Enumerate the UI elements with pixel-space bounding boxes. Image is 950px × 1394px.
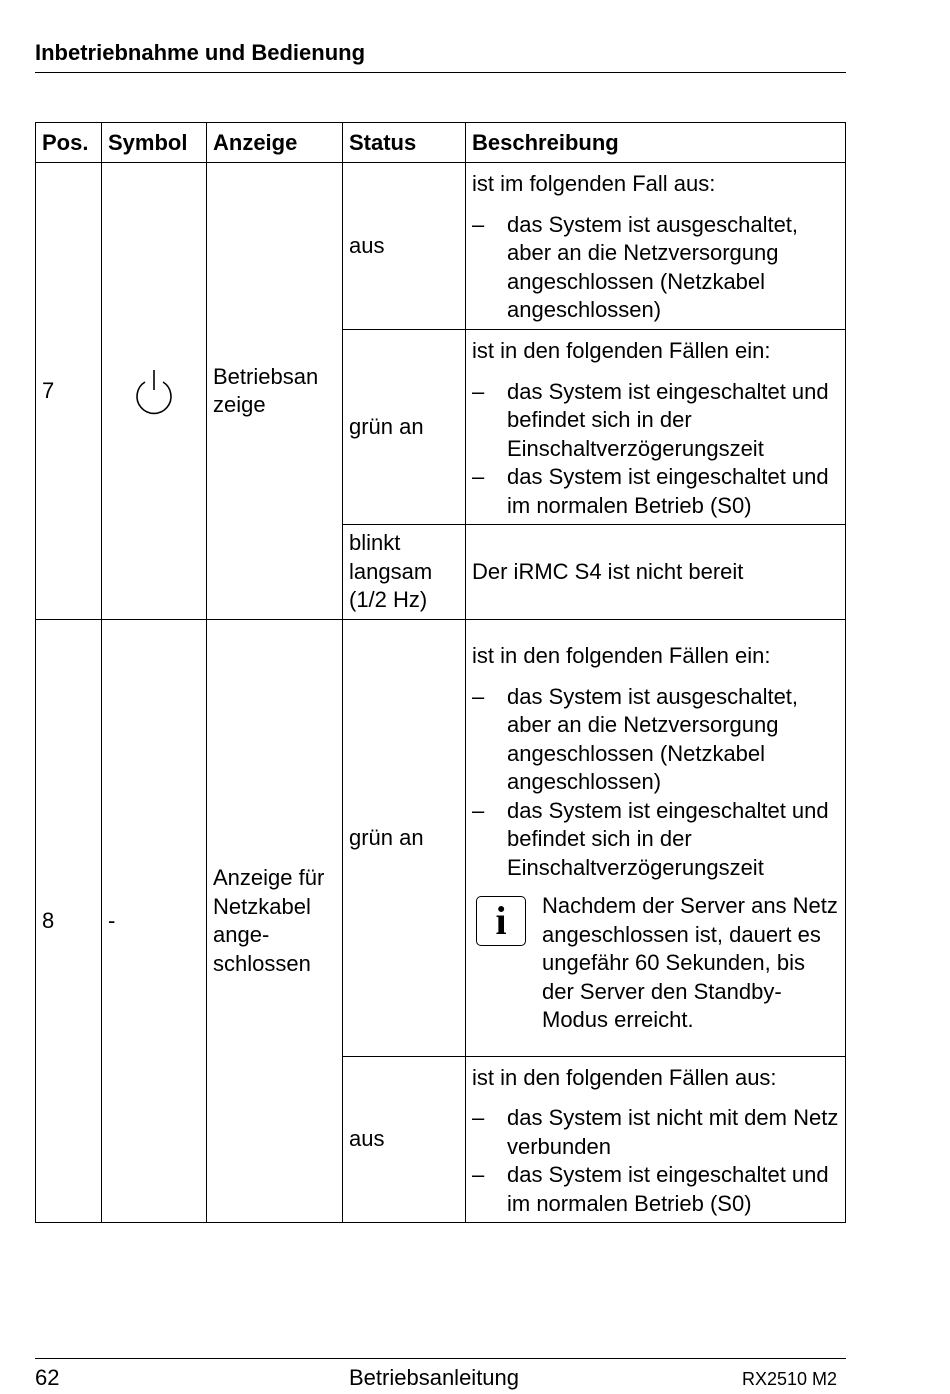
list-item-text: das System ist ausgeschaltet, aber an die Netzversorgung angeschlossen (Netzkabel angeschlossen) [507, 211, 799, 323]
footer-model: RX2510 M2 [742, 1369, 838, 1389]
power-icon [108, 366, 200, 416]
list-item-text: das System ist eingeschaltet und befindet sich in der Einschaltverzögerungszeit [507, 797, 829, 880]
info-note [472, 892, 839, 1035]
led-status-table [35, 122, 846, 1223]
dash-marker: – [472, 464, 485, 489]
description-cell: Der iRMC S4 ist nicht bereit [466, 525, 846, 620]
dash-marker: – [472, 1162, 485, 1188]
list-item [472, 797, 839, 883]
info-note-text: Nachdem der Server ans Netz angeschlossen ist, dauert es ungefähr 60 Sekunden, bis der Server den Standby-Modus erreicht. [542, 893, 838, 1033]
col-header-symbol: Symbol [102, 123, 207, 163]
list-item [472, 1161, 839, 1218]
list-item-text: das System ist eingeschaltet und im normalen Betrieb (S0) [507, 1162, 829, 1216]
anzeige-cell: Anzeige für Netzkabel ange- schlossen [207, 620, 343, 1223]
dash-marker: – [472, 211, 485, 237]
list-item-text: das System ist eingeschaltet und befindet sich in der Einschaltverzögerungszeit [507, 378, 829, 461]
table-row [36, 163, 846, 330]
info-icon: i [476, 896, 526, 946]
list-item [472, 463, 839, 520]
pos-cell: 8 [36, 620, 102, 1223]
status-cell: grün an [343, 330, 466, 525]
dash-marker: – [472, 683, 485, 709]
description-lead: ist im folgenden Fall aus: [472, 171, 716, 197]
col-header-beschreibung: Beschreibung [466, 123, 846, 163]
page-number: 62 [35, 1365, 60, 1390]
col-header-status: Status [343, 123, 466, 163]
description-cell [466, 163, 846, 330]
description-cell [466, 1057, 846, 1223]
list-item [472, 683, 839, 797]
description-cell [466, 620, 846, 1057]
list-item [472, 211, 839, 325]
description-lead: ist in den folgenden Fällen ein: [472, 643, 771, 669]
description-lead: ist in den folgenden Fällen aus: [472, 1064, 777, 1090]
dash-marker: – [472, 378, 485, 404]
table-row [36, 620, 846, 1057]
anzeige-cell: Betriebsan zeige [207, 163, 343, 620]
col-header-anzeige: Anzeige [207, 123, 343, 163]
list-item-text: das System ist ausgeschaltet, aber an die Netzversorgung angeschlossen (Netzkabel angeschlossen) [507, 683, 799, 795]
running-header: Inbetriebnahme und Bedienung [35, 38, 846, 73]
table-header-row [36, 123, 846, 163]
dash-marker: – [472, 797, 485, 823]
status-cell: aus [343, 163, 466, 330]
status-cell: grün an [343, 620, 466, 1057]
list-item [472, 1104, 839, 1161]
list-item-text: das System ist nicht mit dem Netz verbunden [507, 1105, 839, 1159]
list-item [472, 378, 839, 464]
status-cell: aus [343, 1057, 466, 1223]
pos-cell: 7 [36, 163, 102, 620]
dash-marker: – [472, 1105, 485, 1131]
status-cell: blinkt langsam (1/2 Hz) [343, 525, 466, 620]
symbol-cell [102, 163, 207, 620]
col-header-pos: Pos. [36, 123, 102, 163]
description-lead: ist in den folgenden Fällen ein: [472, 338, 771, 363]
description-cell [466, 330, 846, 525]
symbol-cell: - [102, 620, 207, 1223]
footer-divider [35, 1358, 846, 1359]
list-item-text: das System ist eingeschaltet und im normalen Betrieb (S0) [507, 464, 829, 518]
footer-title: Betriebsanleitung [349, 1365, 520, 1390]
